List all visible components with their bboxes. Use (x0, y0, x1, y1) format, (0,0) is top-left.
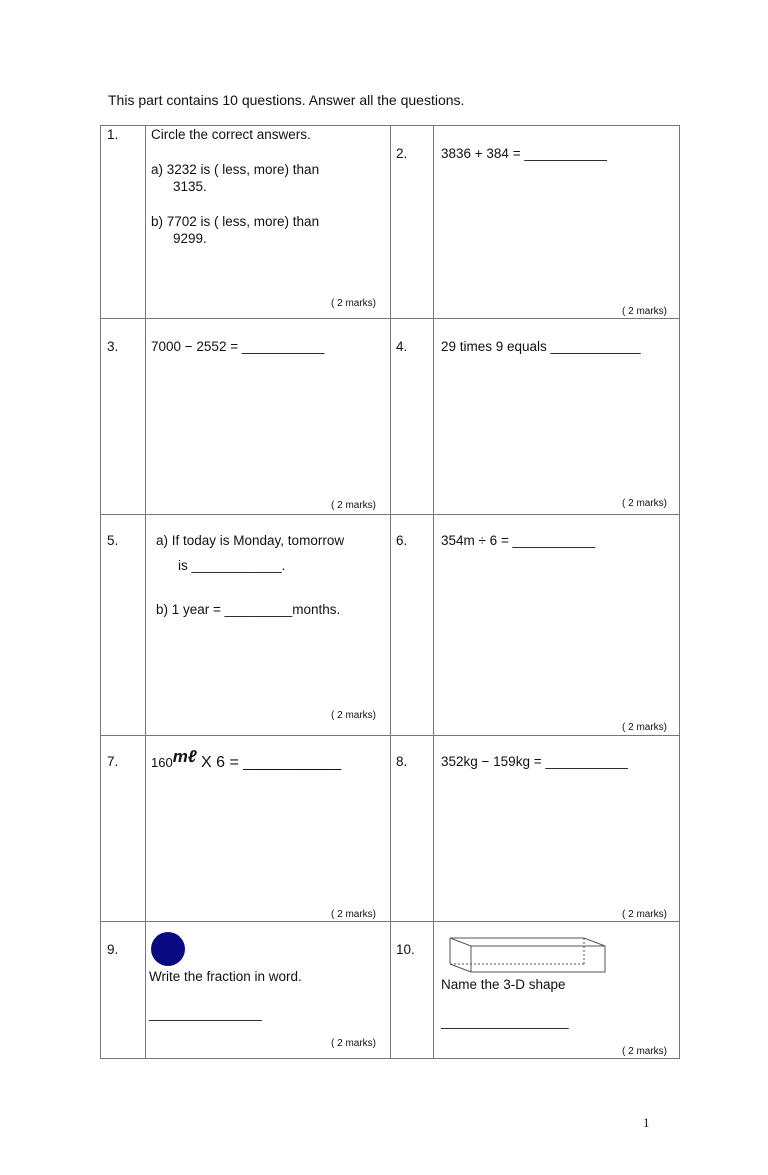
instructions: This part contains 10 questions. Answer all the questions. (108, 92, 465, 108)
table-border (100, 125, 680, 126)
marks-label: ( 2 marks) (331, 909, 376, 920)
marks-label: ( 2 marks) (622, 909, 667, 920)
question-number: 3. (107, 339, 119, 354)
question-number: 8. (396, 754, 408, 769)
question-text: Write the fraction in word. (149, 969, 302, 984)
marks-label: ( 2 marks) (331, 500, 376, 511)
question-number: 7. (107, 754, 119, 769)
question-number: 4. (396, 339, 408, 354)
question-part-b: b) 1 year = _________months. (156, 602, 341, 617)
question-text: 352kg − 159kg = ___________ (441, 754, 628, 769)
question-number: 5. (107, 533, 119, 548)
table-border (100, 735, 680, 736)
marks-label: ( 2 marks) (331, 298, 376, 309)
question-text: Circle the correct answers. (151, 127, 311, 142)
marks-label: ( 2 marks) (622, 722, 667, 733)
table-border (679, 125, 680, 1059)
question-number: 2. (396, 146, 408, 161)
question-part-a: a) 3232 is ( less, more) than (151, 162, 320, 177)
marks-label: ( 2 marks) (622, 306, 667, 317)
question-part-a-cont: is ____________. (178, 558, 286, 573)
question-number: 6. (396, 533, 408, 548)
question-part-b: b) 7702 is ( less, more) than (151, 214, 320, 229)
marks-label: ( 2 marks) (622, 1046, 667, 1057)
answer-blank: _______________ (149, 1006, 262, 1021)
question-text: 3836 + 384 = ___________ (441, 146, 607, 161)
question-text (151, 747, 342, 772)
table-border (100, 921, 680, 922)
question-number: 1. (107, 127, 119, 142)
table-border (145, 125, 146, 1059)
question-text: Name the 3-D shape (441, 977, 566, 992)
whole-circle-shape (151, 932, 185, 966)
page-number: 1 (643, 1115, 650, 1130)
question-part-b-cont: 9299. (173, 231, 207, 246)
question-number: 10. (396, 942, 415, 957)
question-part-a: a) If today is Monday, tomorrow (156, 533, 345, 548)
quantity: 160 (151, 755, 173, 770)
equation: X 6 = ___________ (196, 754, 342, 771)
table-border (433, 125, 434, 1059)
marks-label: ( 2 marks) (331, 1038, 376, 1049)
answer-blank: _________________ (441, 1014, 569, 1029)
table-border (100, 1058, 680, 1059)
question-text: 7000 − 2552 = ___________ (151, 339, 325, 354)
table-border (390, 125, 391, 1059)
question-text: 29 times 9 equals ____________ (441, 339, 641, 354)
table-border (100, 125, 101, 1059)
marks-label: ( 2 marks) (622, 498, 667, 509)
table-border (100, 318, 680, 319)
question-text: 354m ÷ 6 = ___________ (441, 533, 596, 548)
question-number: 9. (107, 942, 119, 957)
question-part-a-cont: 3135. (173, 179, 207, 194)
cuboid-shape (445, 932, 609, 978)
unit-ml: mℓ (172, 747, 197, 766)
marks-label: ( 2 marks) (331, 710, 376, 721)
table-border (100, 514, 680, 515)
